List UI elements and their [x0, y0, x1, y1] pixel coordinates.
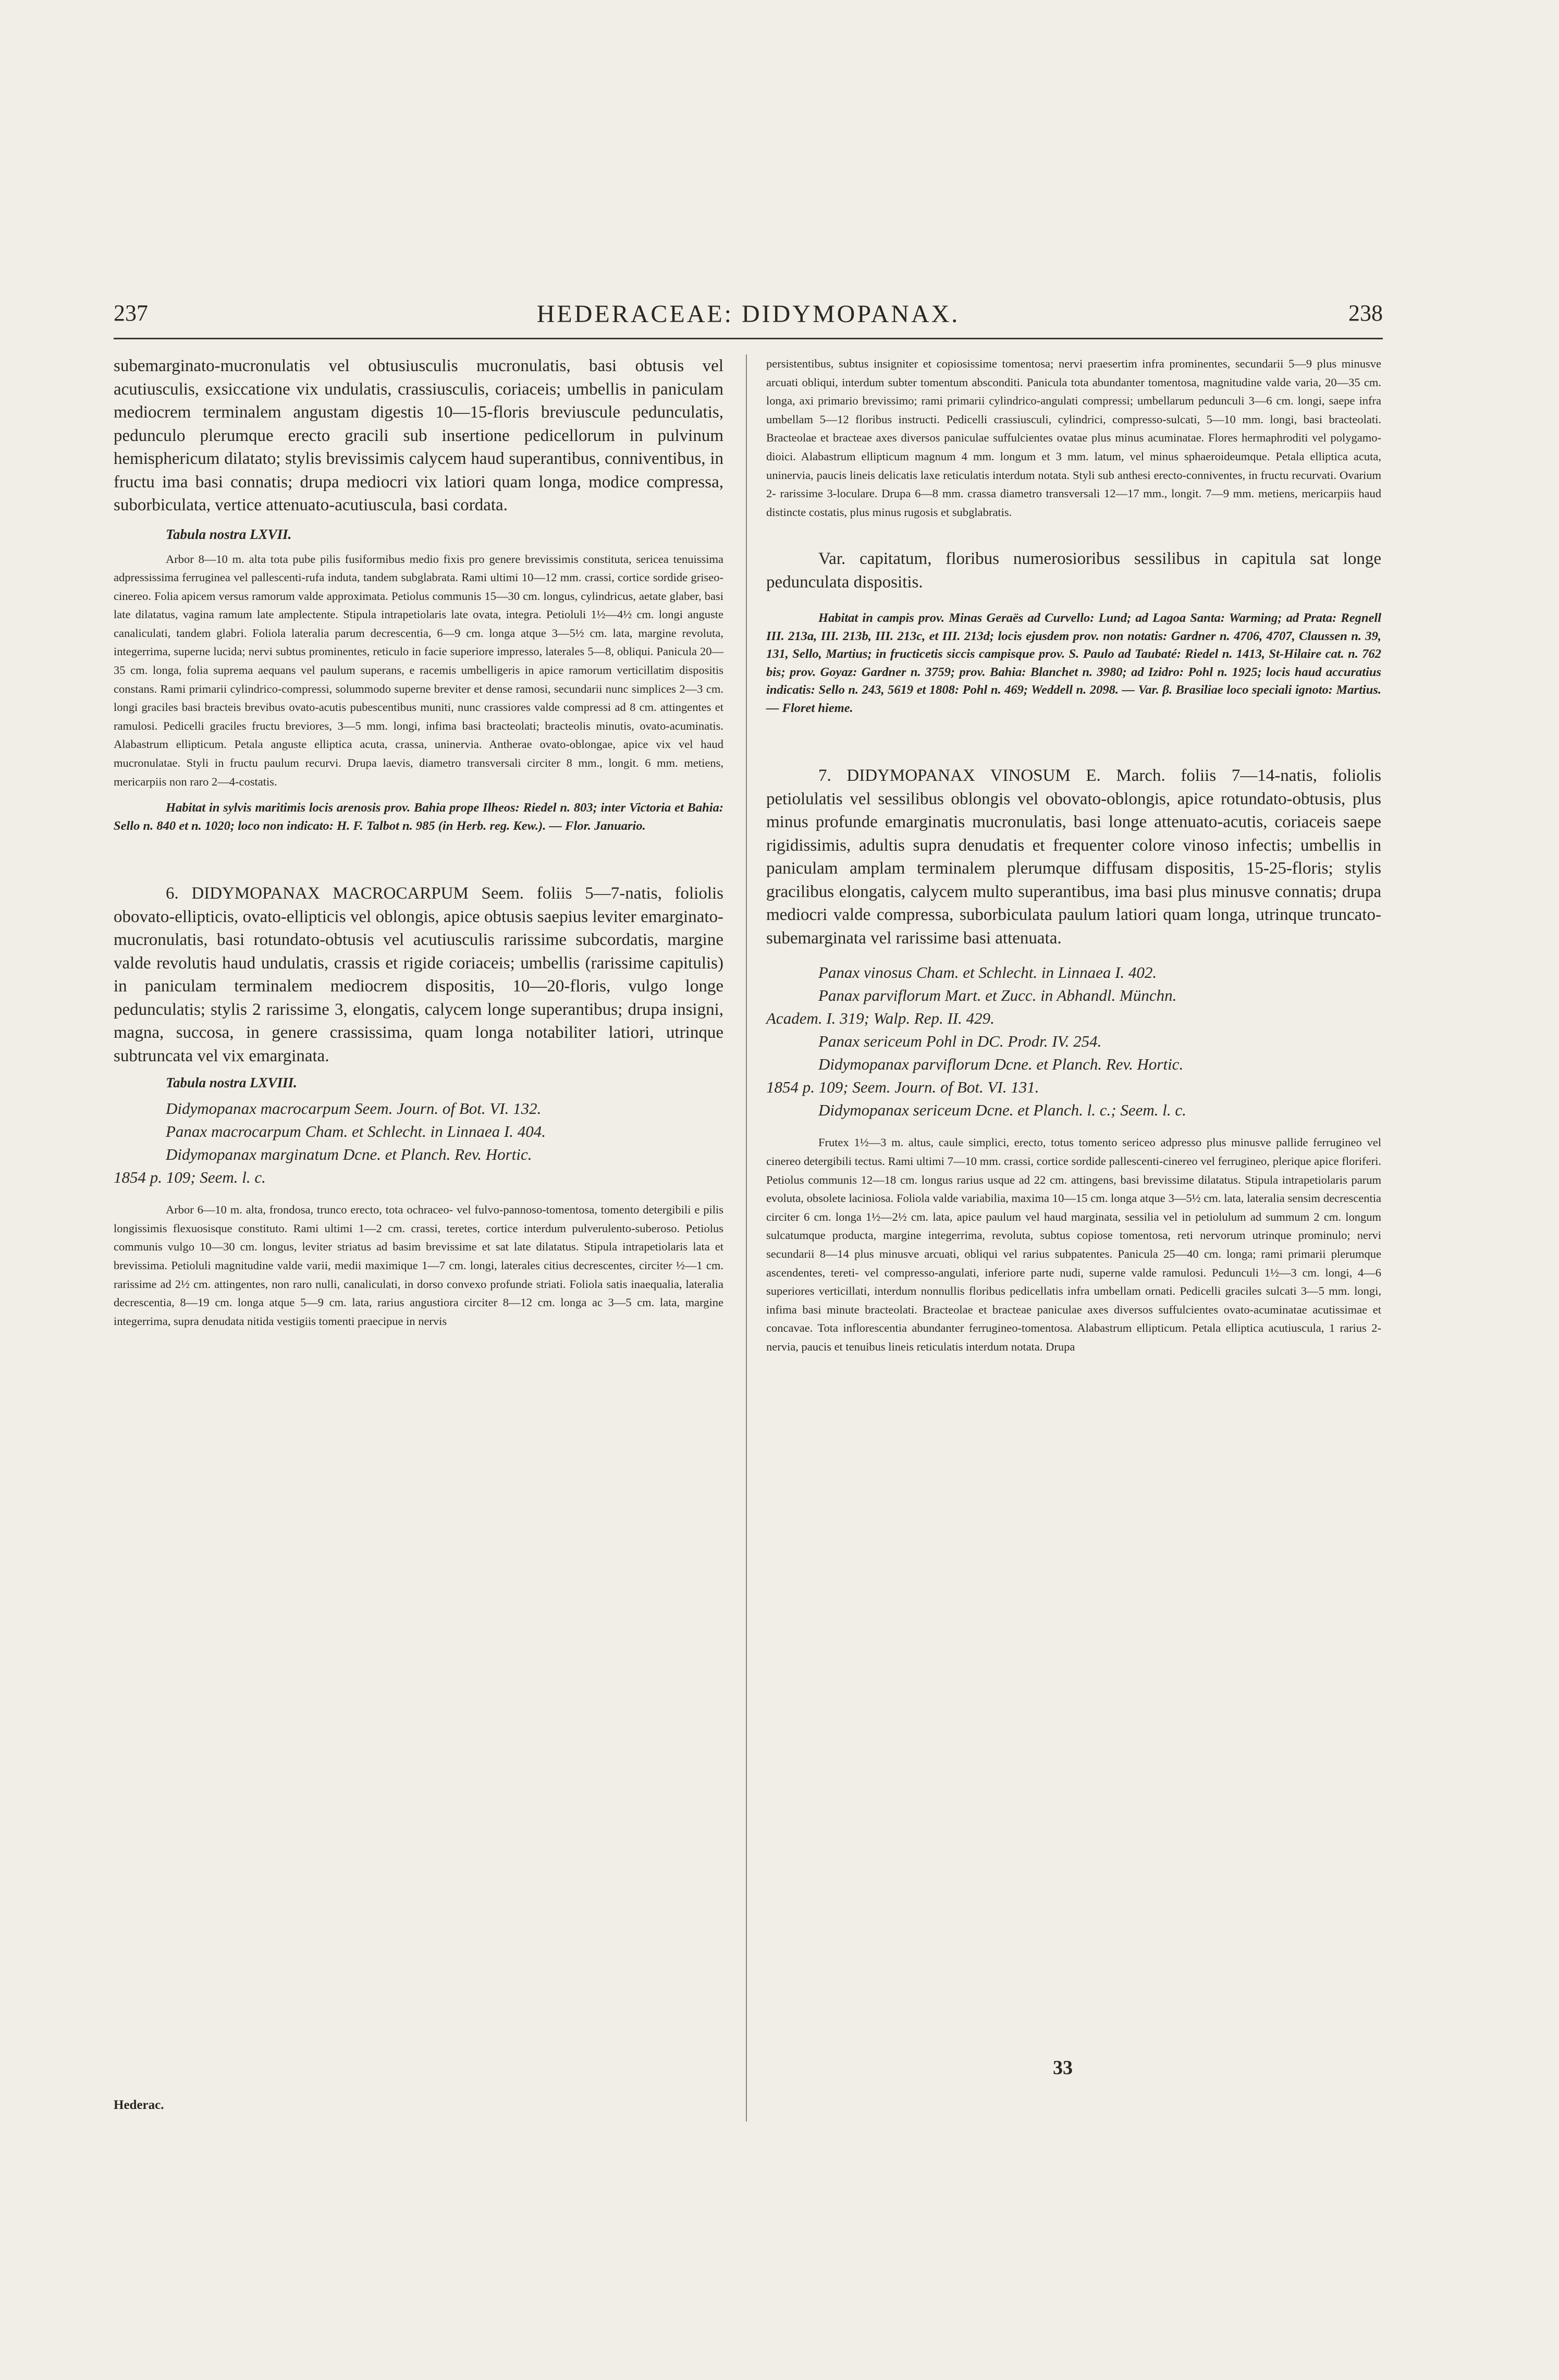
synonym-continued: 1854 p. 109; Seem. Journ. of Bot. VI. 131.	[766, 1078, 1039, 1097]
page-number-left: 237	[114, 300, 148, 326]
plate-reference: Tabula nostra LXVIII.	[166, 1075, 297, 1091]
page-header	[114, 300, 1383, 336]
description-paragraph: Frutex 1½—3 m. altus, caule simplici, erecto, totus tomento sericeo adpresso plus minusve pallide ferrugineo vel cinereo detergibili tectus. Rami ultimi 7—10 mm. crassi, cortice sordide pallescenti-cinereo vel ferrugineo, plerique apice floriferi. Petiolus communis 12—18 cm. longus rarius usque ad 22 cm. attingens, basi brevissime dilatatus. Stipula intrapetiolaris parum evoluta, obsolete laciniosa. Foliola valde variabilia, maxima 10—15 cm. longa atque 3—5½ cm. lata, lateralia sensim decrescentia circiter 6 cm. longa 1½—2½ cm. lata, apice paulum vel haud marginata, sessilia vel in petiolulum ad summum 2 cm. longum sulcatumque producta, margine integerrima, revoluta, subtus copiose tomentosa, reti nervorum utrinque prominulo; nervi secundarii 8—14 plus minusve arcuati, obliqui vel rarius subpatentes. Panicula 25—40 cm. longa; rami primarii plerumque ascendentes, tereti- vel compresso-angulati, inferiore parte nudi, superne valde ramulosi. Pedunculi 1½—3 cm. longi, 4—6 superiores verticillati, interdum nonnullis floribus pedicellatis infra umbellam ornati. Pedicelli graciles sulcati 3—5 mm. longi, infima basi minute bracteolati. Bracteolae et bracteae paniculae axes diversos suffulcientes ovato-acuminatae acutissimae et concavae. Tota inflorescentia abundanter ferrugineo-tomentosa. Alabastrum ellipticum. Petala elliptica acutiuscula, 1 rarius 2-nervia, paucis et tenuibus lineis reticulatis interdum notata. Drupa	[766, 1136, 1381, 1353]
synonym-continued: 1854 p. 109; Seem. l. c.	[114, 1168, 266, 1187]
plate-reference: Tabula nostra LXVII.	[166, 526, 292, 542]
habitat-paragraph: Habitat in sylvis maritimis locis arenosis prov. Bahia prope Ilheos: Riedel n. 803; inter Victoria et Bahia: Sello n. 840 et n. 1020; loco non indicato: H. F. Talbot n. 985 (in Herb. reg. Kew.). — Flor. Januario.	[114, 801, 723, 833]
synonym: Panax sericeum Pohl in DC. Prodr. IV. 254.	[818, 1032, 1102, 1051]
variety-paragraph: Var. capitatum, floribus numerosioribus sessilibus in capitula sat longe pedunculata dispositis.	[766, 549, 1381, 592]
signature-mark: Hederac.	[114, 2098, 164, 2112]
synonym: Panax vinosus Cham. et Schlecht. in Linnaea I. 402.	[818, 963, 1157, 982]
species-heading-7: 7. DIDYMOPANAX VINOSUM E. March. foliis 7—14-natis, foliolis petiolulatis vel sessilibus oblongis vel obovato-oblongis, apice rotundato-obtusis, plus minus profunde emarginatis mucronulatis, basi longe attenuato-acutis, coriaceis saepe rigidissimis, adultis supra denudatis et frequenter colore vinoso infectis; umbellis in paniculam amplam terminalem plerumque diffusam dispositis, 15-25-floris; stylis gracilibus elongatis, calycem multo superantibus, ima basi plus minusve connatis; drupa mediocri valde compressa, suborbiculata paulum latiori quam longa, utrinque truncato-subemarginata vel rarissime basi attenuata.	[766, 766, 1381, 948]
running-title: HEDERACEAE: DIDYMOPANAX.	[536, 300, 960, 328]
habitat-paragraph: Habitat in campis prov. Minas Geraës ad Curvello: Lund; ad Lagoa Santa: Warming; ad Prata: Regnell III. 213a, III. 213b, III. 213c, et III. 213d; locis ejusdem prov. non notatis: Gardner n. 4706, 4707, Claussen n. 39, 131, Sello, Martius; in fructicetis siccis campisque prov. S. Paulo ad Taubaté: Riedel n. 1413, St-Hilaire cat. n. 762 bis; prov. Goyaz: Gardner n. 3759; prov. Bahia: Blanchet n. 3980; ad Izidro: Pohl n. 1925; locis haud accuratius indicatis: Sello n. 243, 5619 et 1808: Pohl n. 469; Weddell n. 2098. — Var. β. Brasiliae loco speciali ignoto: Martius. — Floret hieme.	[766, 611, 1381, 715]
left-column	[114, 354, 723, 1330]
synonym: Didymopanax parviflorum Dcne. et Planch. Rev. Hortic.	[818, 1055, 1184, 1074]
description-paragraph: Arbor 6—10 m. alta, frondosa, trunco erecto, tota ochraceo- vel fulvo-pannoso-tomentosa, tomento detergibili e pilis longissimis flexuosisque constituto. Rami ultimi 1—2 cm. crassi, teretes, cortice interdum pulverulento-suberoso. Petiolus communis vulgo 10—30 cm. longus, leviter striatus ad basim brevissime et sat late dilatatus. Stipula intrapetiolaris lata et brevissima. Petioluli magnitudine valde varii, medii maximique 1—7 cm. longi, laterales citius decrescentes, circiter ½—1 cm. rarissime ad 2½ cm. attingentes, non raro nulli, canaliculati, in dorso convexo profunde striati. Foliola satis inaequalia, lateralia decrescentia, 8—19 cm. longa atque 5—9 cm. lata, rarius angustiora circiter 8—12 cm. longa ac 3—5 cm. lata, margine integerrima, supra denudata nitida vestigiis tomenti praecipue in nervis	[114, 1203, 723, 1328]
page-number-right: 238	[1348, 300, 1383, 326]
synonym: Didymopanax marginatum Dcne. et Planch. Rev. Hortic.	[166, 1145, 532, 1164]
description-paragraph: Arbor 8—10 m. alta tota pube pilis fusiformibus medio fixis pro genere brevissimis constituta, sericea tenuissima adpressissima ferruginea vel pallescenti-rufa induta, tandem subglabrata. Rami ultimi 10—12 mm. crassi, cortice sordide griseo-cinereo. Folia apicem versus ramorum valde approximata. Petiolus communis 15—30 cm. longus, cylindricus, aetate glaber, basi late dilatatus, vagina ramum late amplectente. Stipula intrapetiolaris late ovata, integra. Petioluli 1½—4½ cm. longi anguste canaliculati, tandem glabri. Foliola lateralia parum decrescentia, 6—9 cm. longa atque 3—5½ cm. lata, margine revoluta, integerrima, superne lucida; nervi subtus prominentes, reticulo in facie superiore impresso, laterales 5—8, obliqui. Panicula 20—35 cm. longa, folia suprema aequans vel paulum superans, e racemis umbelligeris in apice ramorum verticillatim dispositis constans. Rami primarii cylindrico-compressi, solummodo superne breviter et dense ramosi, secundarii nunc simplices 2—3 cm. longi graciles basi bracteis brevibus ovato-acutis pubescentibus muniti, nunc crassiores valde compressi ad 8 cm. attingentes et ramulosi. Pedicelli graciles fructu breviores, 3—5 mm. longi, infima basi bracteolati; bracteolis minutis, ovato-acuminatis. Alabastrum ellipticum. Petala anguste elliptica acuta, crassa, uninervia. Antherae ovato-oblongae, apice vix vel haud mucronulatae. Styli in fructu paulum recurvi. Drupa laevis, diametro transversali circiter 8 mm., longit. 6 mm. metiens, mericarpiis non raro 2—4-costatis.	[114, 552, 723, 788]
description-continued: persistentibus, subtus insigniter et copiosissime tomentosa; nervi praesertim infra prominentes, secundarii 5—9 plus minusve arcuati obliqui, interdum subter tomentum absconditi. Panicula tota abundanter tomentosa, magnitudine valde varia, 20—35 cm. longa, axi primario brevissimo; rami primarii cylindrico-angulati compressi; umbellarum pedunculi 3—6 cm. longi, saepe infra umbellam 5—12 floribus instructi. Pedicelli crassiusculi, cylindrici, compresso-sulcati, 5—10 mm. longi, basi bracteolati. Bracteolae et bracteae axes diversos paniculae suffulcientes ovatae plus minus acuminatae. Flores hermaphroditi vel polygamo-dioici. Alabastrum ellipticum magnum 4 mm. longum et 3 mm. latum, vel minus sphaeroideumque. Petala elliptica acuta, uninervia, paucis lineis delicatis laxe reticulatis interdum notata. Styli sub anthesi erecto-conniventes, in fructu recurvati. Ovarium 2- rarissime 3-loculare. Drupa 6—8 mm. crassa diametro transversali 12—17 mm., longit. 7—9 mm. metiens, mericarpiis haud distincte costatis, plus minus rugosis et subglabratis.	[766, 357, 1381, 519]
diagnosis-continued: subemarginato-mucronulatis vel obtusiusculis mucronulatis, basi obtusis vel acutiusculis, exsiccatione vix undulatis, crassiusculis, coriaceis; umbellis in paniculam mediocrem terminalem angustam digestis 10—15-floris breviuscule pedunculatis, pedunculo plerumque erecto gracili sub insertione pedicellorum in pulvinum hemisphericum dilatato; stylis brevissimis calycem haud superantibus, conniventibus, in fructu ima basi connatis; drupa mediocri vix latiori quam longa, modice compressa, suborbiculata, vertice attenuato-acutiuscula, basi cordata.	[114, 357, 723, 514]
species-heading-6: 6. DIDYMOPANAX MACROCARPUM Seem. foliis 5—7-natis, foliolis obovato-ellipticis, ovato-ellipticis vel oblongis, apice obtusis saepius leviter emarginato-mucronulatis, basi rotundato-obtusis vel acutiusculis rarissime subcordatis, margine valde revolutis haud undulatis, crassis et rigide coriaceis; umbellis (rarissime capitulis) in paniculam terminalem mediocrem dispositis, 10—20-floris, vulgo longe pedunculatis; stylis 2 rarissime 3, elongatis, calycem longe superantibus; drupa insigni, magna, succosa, in genere crassissima, quam longa notabiliter latiori, utrinque subtruncata vel vix emarginata.	[114, 884, 723, 1065]
synonym: Didymopanax sericeum Dcne. et Planch. l. c.; Seem. l. c.	[818, 1101, 1186, 1120]
header-rule	[114, 338, 1383, 339]
right-column	[766, 354, 1381, 1356]
sheet-number: 33	[1053, 2057, 1073, 2079]
synonym: Panax parviflorum Mart. et Zucc. in Abhandl. Münchn.	[818, 986, 1177, 1005]
synonym-continued: Academ. I. 319; Walp. Rep. II. 429.	[766, 1009, 995, 1028]
synonym: Panax macrocarpum Cham. et Schlecht. in Linnaea I. 404.	[166, 1122, 546, 1141]
column-divider	[746, 354, 747, 2121]
synonym: Didymopanax macrocarpum Seem. Journ. of Bot. VI. 132.	[166, 1099, 542, 1118]
